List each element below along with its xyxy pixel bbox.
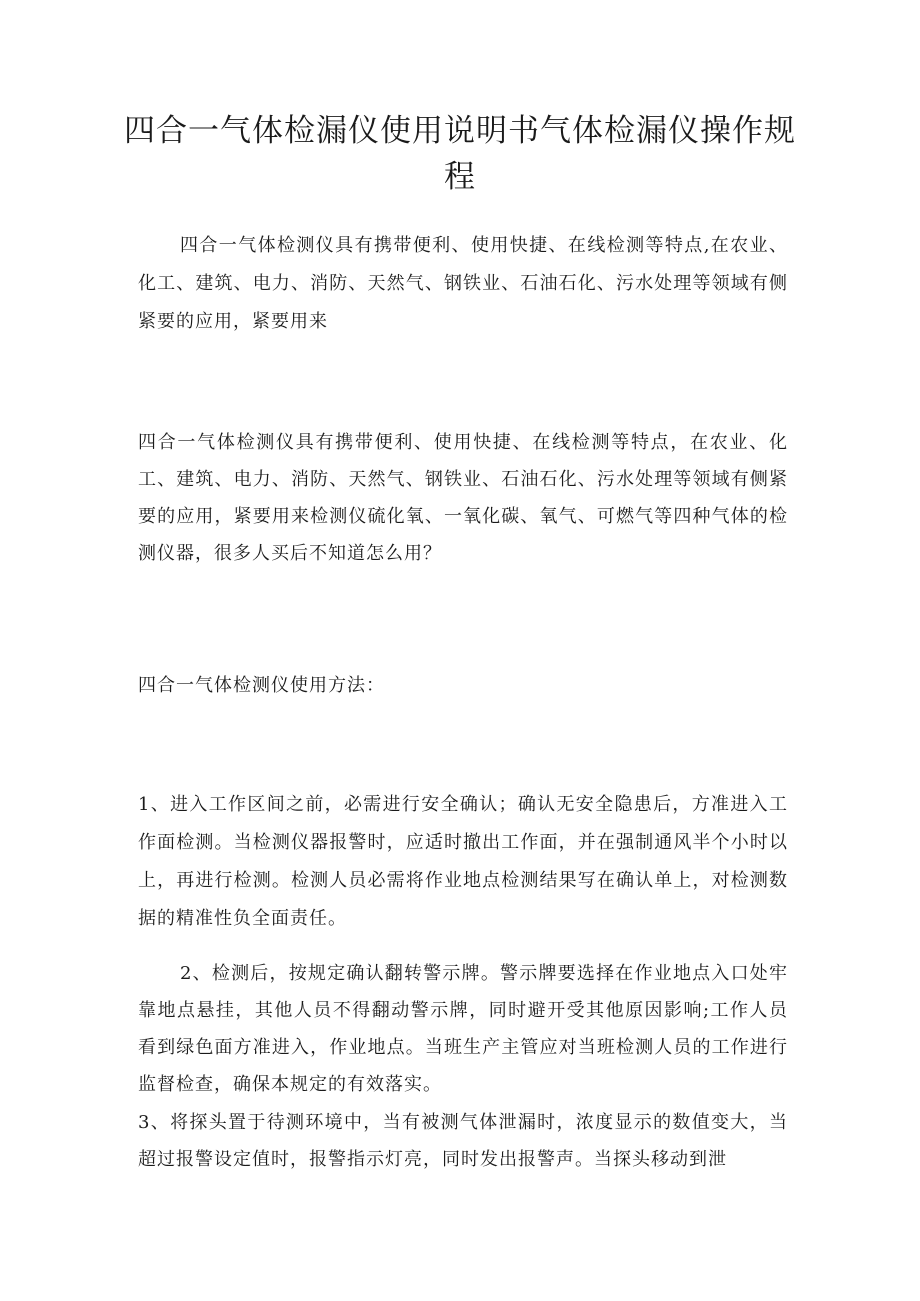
step-1-paragraph: 1、进入工作区间之前，必需进行安全确认；确认无安全隐患后，方准进入工作面检测。当检测仪器报警时，应适时撤出工作面，并在强制通风半个小时以上，再进行检测。检测人员必需将作业地点检测结果写在确认单上，对检测数据的精准性负全面责任。 [138,794,788,929]
intro-paragraph: 四合一气体检测仪具有携带便利、使用快捷、在线检测等特点,在农业、化工、建筑、电力、消防、天然气、钢铁业、石油石化、污水处理等领域有侧紧要的应用，紧要用来 [138,235,788,332]
step-2-paragraph: 2、检测后，按规定确认翻转警示牌。警示牌要选择在作业地点入口处牢靠地点悬挂，其他人员不得翻动警示牌，同时避开受其他原因影响;工作人员看到绿色面方准进入，作业地点。当班生产主管应对当班检测人员的工作进行监督检查，确保本规定的有效落实。 [138,963,788,1095]
document-title: 四合一气体检漏仪使用说明书气体检漏仪操作规程 [124,113,796,195]
method-heading: 四合一气体检测仪使用方法： [138,675,385,696]
body-paragraph: 四合一气体检测仪具有携带便利、使用快捷、在线检测等特点，在农业、化工、建筑、电力、消防、天然气、钢铁业、石油石化、污水处理等领域有侧紧要的应用，紧要用来检测仪硫化氧、一氧化碳、氧气、可燃气等四种气体的检测仪器，很多人买后不知道怎么用？ [138,432,788,564]
step-3-paragraph: 3、将探头置于待测环境中，当有被测气体泄漏时，浓度显示的数值变大，当超过报警设定值时，报警指示灯亮，同时发出报警声。当探头移动到泄 [138,1112,788,1170]
